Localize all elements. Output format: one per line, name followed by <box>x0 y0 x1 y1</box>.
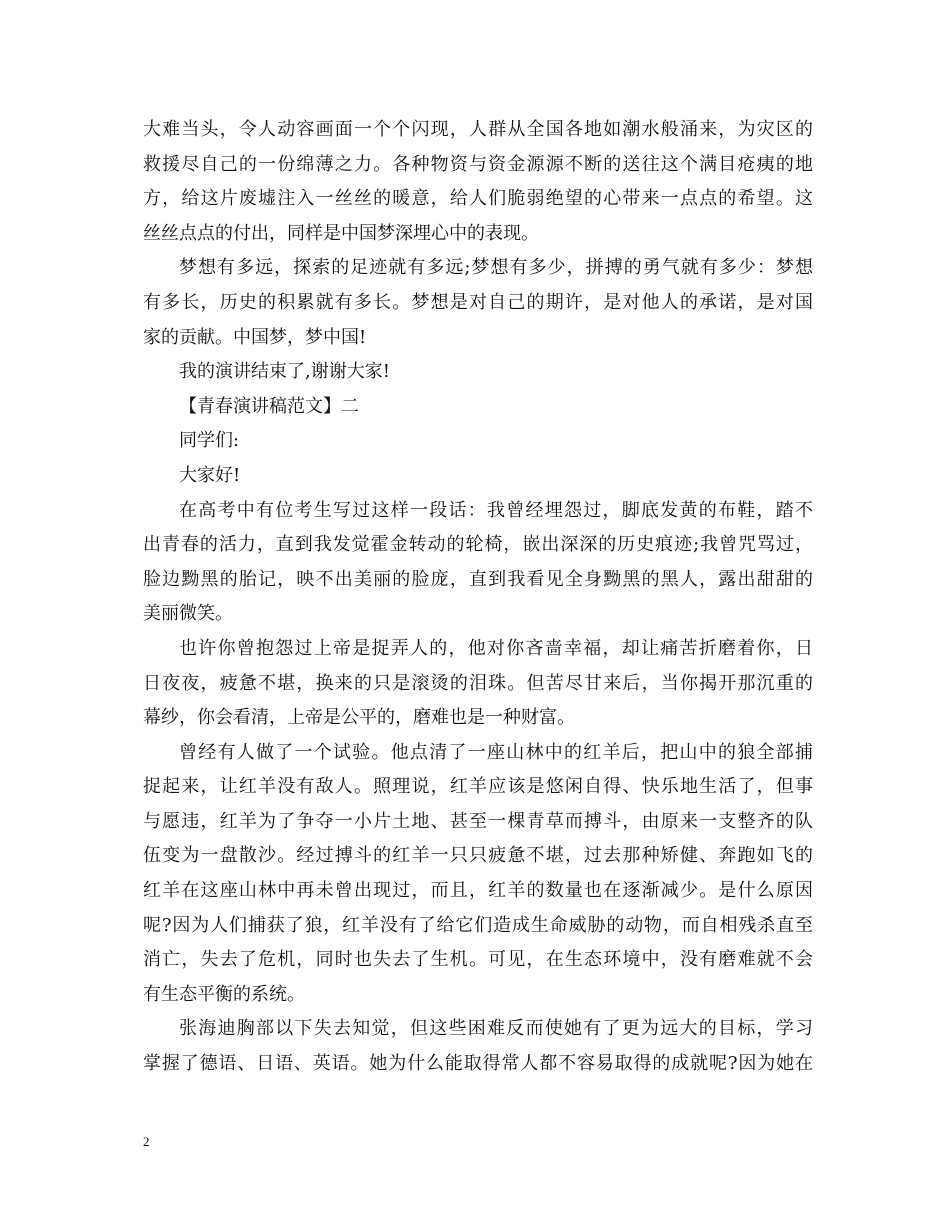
text-line: 有生态平衡的系统。 <box>143 983 305 1005</box>
text-line: 丝丝点点的付出，同样是中国梦深埋心中的表现。 <box>143 222 539 244</box>
text-line: 大家好! <box>179 464 241 486</box>
text-line: 救援尽自己的一份绵薄之力。各种物资与资金源源不断的送往这个满目疮痍的地 <box>143 153 813 175</box>
text-line: 在高考中有位考生写过这样一段话：我曾经埋怨过，脚底发黄的布鞋，踏不 <box>179 499 813 521</box>
text-line: 出青春的活力，直到我发觉霍金转动的轮椅，嵌出深深的历史痕迹;我曾咒骂过， <box>143 534 813 556</box>
text-line: 曾经有人做了一个试验。他点清了一座山林中的红羊后，把山中的狼全部捕 <box>179 741 813 763</box>
text-line: 掌握了德语、日语、英语。她为什么能取得常人都不容易取得的成就呢?因为她在 <box>143 1053 813 1075</box>
text-line: 红羊在这座山林中再未曾出现过，而且，红羊的数量也在逐渐减少。是什么原因 <box>143 880 813 902</box>
text-line: 日夜夜，疲惫不堪，换来的只是滚烫的泪珠。但苦尽甘来后，当你揭开那沉重的 <box>143 672 813 694</box>
text-line: 与愿违，红羊为了争夺一小片土地、甚至一棵青草而搏斗，由原来一支整齐的队 <box>143 810 813 832</box>
text-line: 我的演讲结束了,谢谢大家! <box>179 361 390 383</box>
text-line: 方，给这片废墟注入一丝丝的暖意，给人们脆弱绝望的心带来一点点的希望。这 <box>143 188 813 210</box>
text-line: 幕纱，你会看清，上帝是公平的，磨难也是一种财富。 <box>143 707 575 729</box>
text-line: 梦想有多远，探索的足迹就有多远;梦想有多少，拼搏的勇气就有多少：梦想 <box>179 257 813 279</box>
text-line: 脸边黝黑的胎记，映不出美丽的脸庞，直到我看见全身黝黑的黑人，露出甜甜的 <box>143 568 813 590</box>
text-line: 有多长，历史的积累就有多长。梦想是对自己的期许，是对他人的承诺，是对国 <box>143 291 813 313</box>
text-line: 也许你曾抱怨过上帝是捉弄人的，他对你吝啬幸福，却让痛苦折磨着你，日 <box>179 637 813 659</box>
text-line: 同学们: <box>179 430 240 452</box>
text-line: 大难当头，令人动容画面一个个闪现，人群从全国各地如潮水般涌来，为灾区的 <box>143 119 813 140</box>
text-line: 张海迪胸部以下失去知觉，但这些困难反而使她有了更为远大的目标，学习 <box>179 1018 813 1040</box>
text-line: 消亡，失去了危机，同时也失去了生机。可见，在生态环境中，没有磨难就不会 <box>143 949 813 971</box>
document-body <box>143 113 813 1082</box>
text-line: 呢?因为人们捕获了狼，红羊没有了给它们造成生命威胁的动物，而自相残杀直至 <box>143 914 813 936</box>
text-line: 捉起来，让红羊没有敌人。照理说，红羊应该是悠闲自得、快乐地生活了，但事 <box>143 776 813 798</box>
text-line: 家的贡献。中国梦，梦中国! <box>143 326 367 348</box>
text-line: 【青春演讲稿范文】二 <box>179 395 359 417</box>
page-number: 2 <box>143 1134 150 1149</box>
text-line: 美丽微笑。 <box>143 603 233 625</box>
text-line: 伍变为一盘散沙。经过搏斗的红羊一只只疲惫不堪，过去那种矫健、奔跑如飞的 <box>143 845 813 867</box>
